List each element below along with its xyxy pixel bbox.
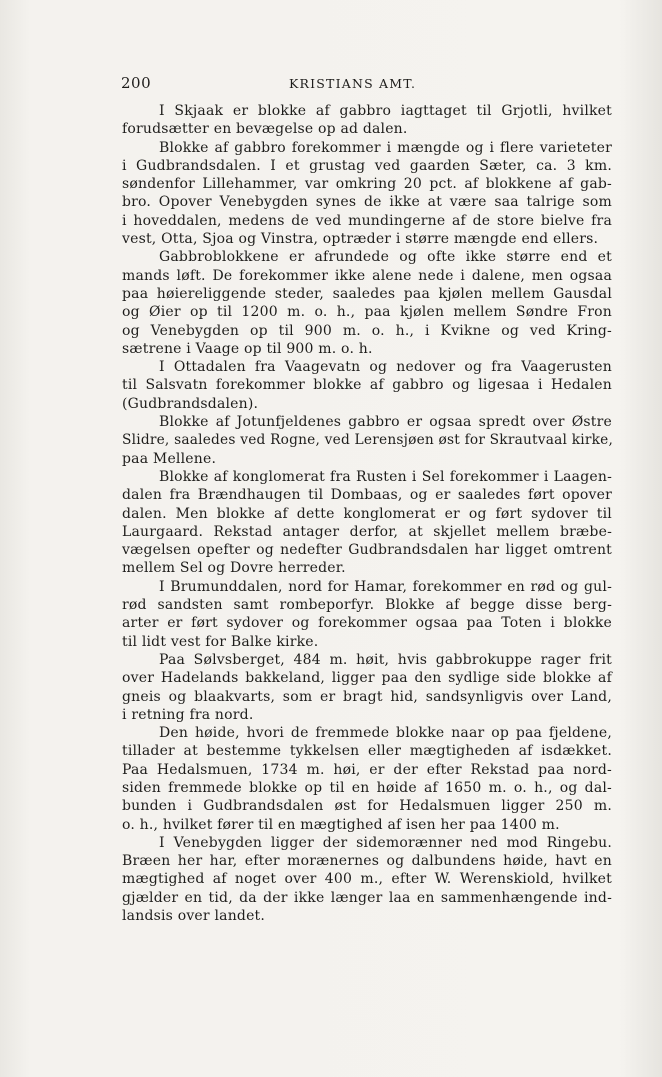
text-line: Blokke af Jotunfjeldenes gabbro er ogsaa spredt over Østre bbox=[159, 414, 612, 431]
text-line: Blokke af konglomerat fra Rusten i Sel forekommer i Laagen- bbox=[159, 468, 612, 485]
text-line: landsis over landet. bbox=[122, 908, 266, 925]
text-line: dalen fra Brændhaugen til Dombaas, og er saaledes ført opover bbox=[122, 487, 612, 504]
text-line: I Venebygden ligger der sidemorænner ned mod Ringebu. bbox=[159, 834, 612, 851]
text-line: sætrene i Vaage op til 900 m. o. h. bbox=[122, 340, 373, 357]
text-line: til lidt vest for Balke kirke. bbox=[122, 633, 319, 650]
text-line: Paa Sølvsberget, 484 m. høit, hvis gabbrokuppe rager frit bbox=[159, 651, 612, 668]
text-line: bunden i Gudbrandsdalen øst for Hedalsmuen ligger 250 m. bbox=[122, 798, 612, 815]
text-line: (Gudbrandsdalen). bbox=[122, 395, 259, 412]
text-line: paa Mellene. bbox=[122, 450, 217, 467]
running-head: KRISTIANS AMT. bbox=[289, 76, 417, 91]
text-line: mands løft. De forekommer ikke alene nede i dalene, men ogsaa bbox=[122, 267, 612, 284]
text-line: Paa Hedalsmuen, 1734 m. høi, er der efter Rekstad paa nord- bbox=[122, 761, 612, 778]
text-line: I Ottadalen fra Vaagevatn og nedover og fra Vaagerusten bbox=[159, 359, 612, 376]
text-line: Blokke af gabbro forekommer i mængde og i flere varieteter bbox=[159, 139, 612, 156]
text-line: rød sandsten samt rombeporfyr. Blokke af begge disse berg- bbox=[122, 597, 612, 614]
text-line: søndenfor Lillehammer, var omkring 20 pct. af blokkene af gab- bbox=[122, 176, 612, 193]
text-line: i hoveddalen, medens de ved mundingerne af de store bielve fra bbox=[122, 212, 612, 229]
text-line: Slidre, saaledes ved Rogne, ved Lerensjøen øst for Skrautvaal kirke, bbox=[122, 432, 614, 449]
text-line: Laurgaard. Rekstad antager derfor, at skjellet mellem bræbe- bbox=[122, 523, 612, 540]
text-line: bro. Opover Venebygden synes de ikke at være saa talrige som bbox=[122, 194, 612, 211]
text-line: og Venebygden op til 900 m. o. h., i Kvikne og ved Kring- bbox=[122, 322, 612, 339]
text-line: og Øier op til 1200 m. o. h., paa kjølen mellem Søndre Fron bbox=[122, 304, 612, 321]
page-number: 200 bbox=[121, 74, 152, 92]
text-line: gjælder en tid, da der ikke længer laa en sammenhængende ind- bbox=[122, 889, 612, 906]
text-line: siden fremmede blokke op til en høide af 1650 m. o. h., og dal- bbox=[122, 779, 612, 796]
text-line: paa høiereliggende steder, saaledes paa kjølen mellem Gausdal bbox=[122, 285, 612, 302]
text-line: Bræen her har, efter morænernes og dalbundens høide, havt en bbox=[122, 853, 612, 870]
text-line: dalen. Men blokke af dette konglomerat er og ført sydover til bbox=[122, 505, 612, 522]
text-line: vest, Otta, Sjoa og Vinstra, optræder i større mængde end ellers. bbox=[122, 231, 599, 248]
text-line: I Brumunddalen, nord for Hamar, forekommer en rød og gul- bbox=[159, 578, 612, 595]
page-header bbox=[121, 74, 641, 94]
text-line: Den høide, hvori de fremmede blokke naar op paa fjeldene, bbox=[159, 725, 612, 742]
text-line: forudsætter en bevægelse op ad dalen. bbox=[122, 121, 408, 138]
text-line: over Hadelands bakkeland, ligger paa den sydlige side blokke af bbox=[122, 670, 612, 687]
text-line: arter er ført sydover og forekommer ogsaa paa Toten i blokke bbox=[122, 615, 612, 632]
text-line: mægtighed af noget over 400 m., efter W. Werenskiold, hvilket bbox=[122, 871, 612, 888]
body-text bbox=[122, 102, 612, 925]
text-line: vægelsen opefter og nedefter Gudbrandsdalen har ligget omtrent bbox=[122, 542, 612, 559]
text-line: i Gudbrandsdalen. I et grustag ved gaarden Sæter, ca. 3 km. bbox=[122, 157, 612, 174]
text-line: til Salsvatn forekommer blokke af gabbro og ligesaa i Hedalen bbox=[122, 377, 612, 394]
text-line: mellem Sel og Dovre herreder. bbox=[122, 560, 346, 577]
text-line: tillader at bestemme tykkelsen eller mægtigheden af isdækket. bbox=[122, 743, 612, 760]
text-line: i retning fra nord. bbox=[122, 706, 254, 723]
text-line: Gabbroblokkene er afrundede og ofte ikke større end et bbox=[159, 249, 612, 266]
text-line: I Skjaak er blokke af gabbro iagttaget til Grjotli, hvilket bbox=[159, 103, 612, 119]
text-line: o. h., hvilket fører til en mægtighed af isen her paa 1400 m. bbox=[122, 816, 560, 833]
text-line: gneis og blaakvarts, som er bragt hid, sandsynligvis over Land, bbox=[122, 688, 612, 705]
